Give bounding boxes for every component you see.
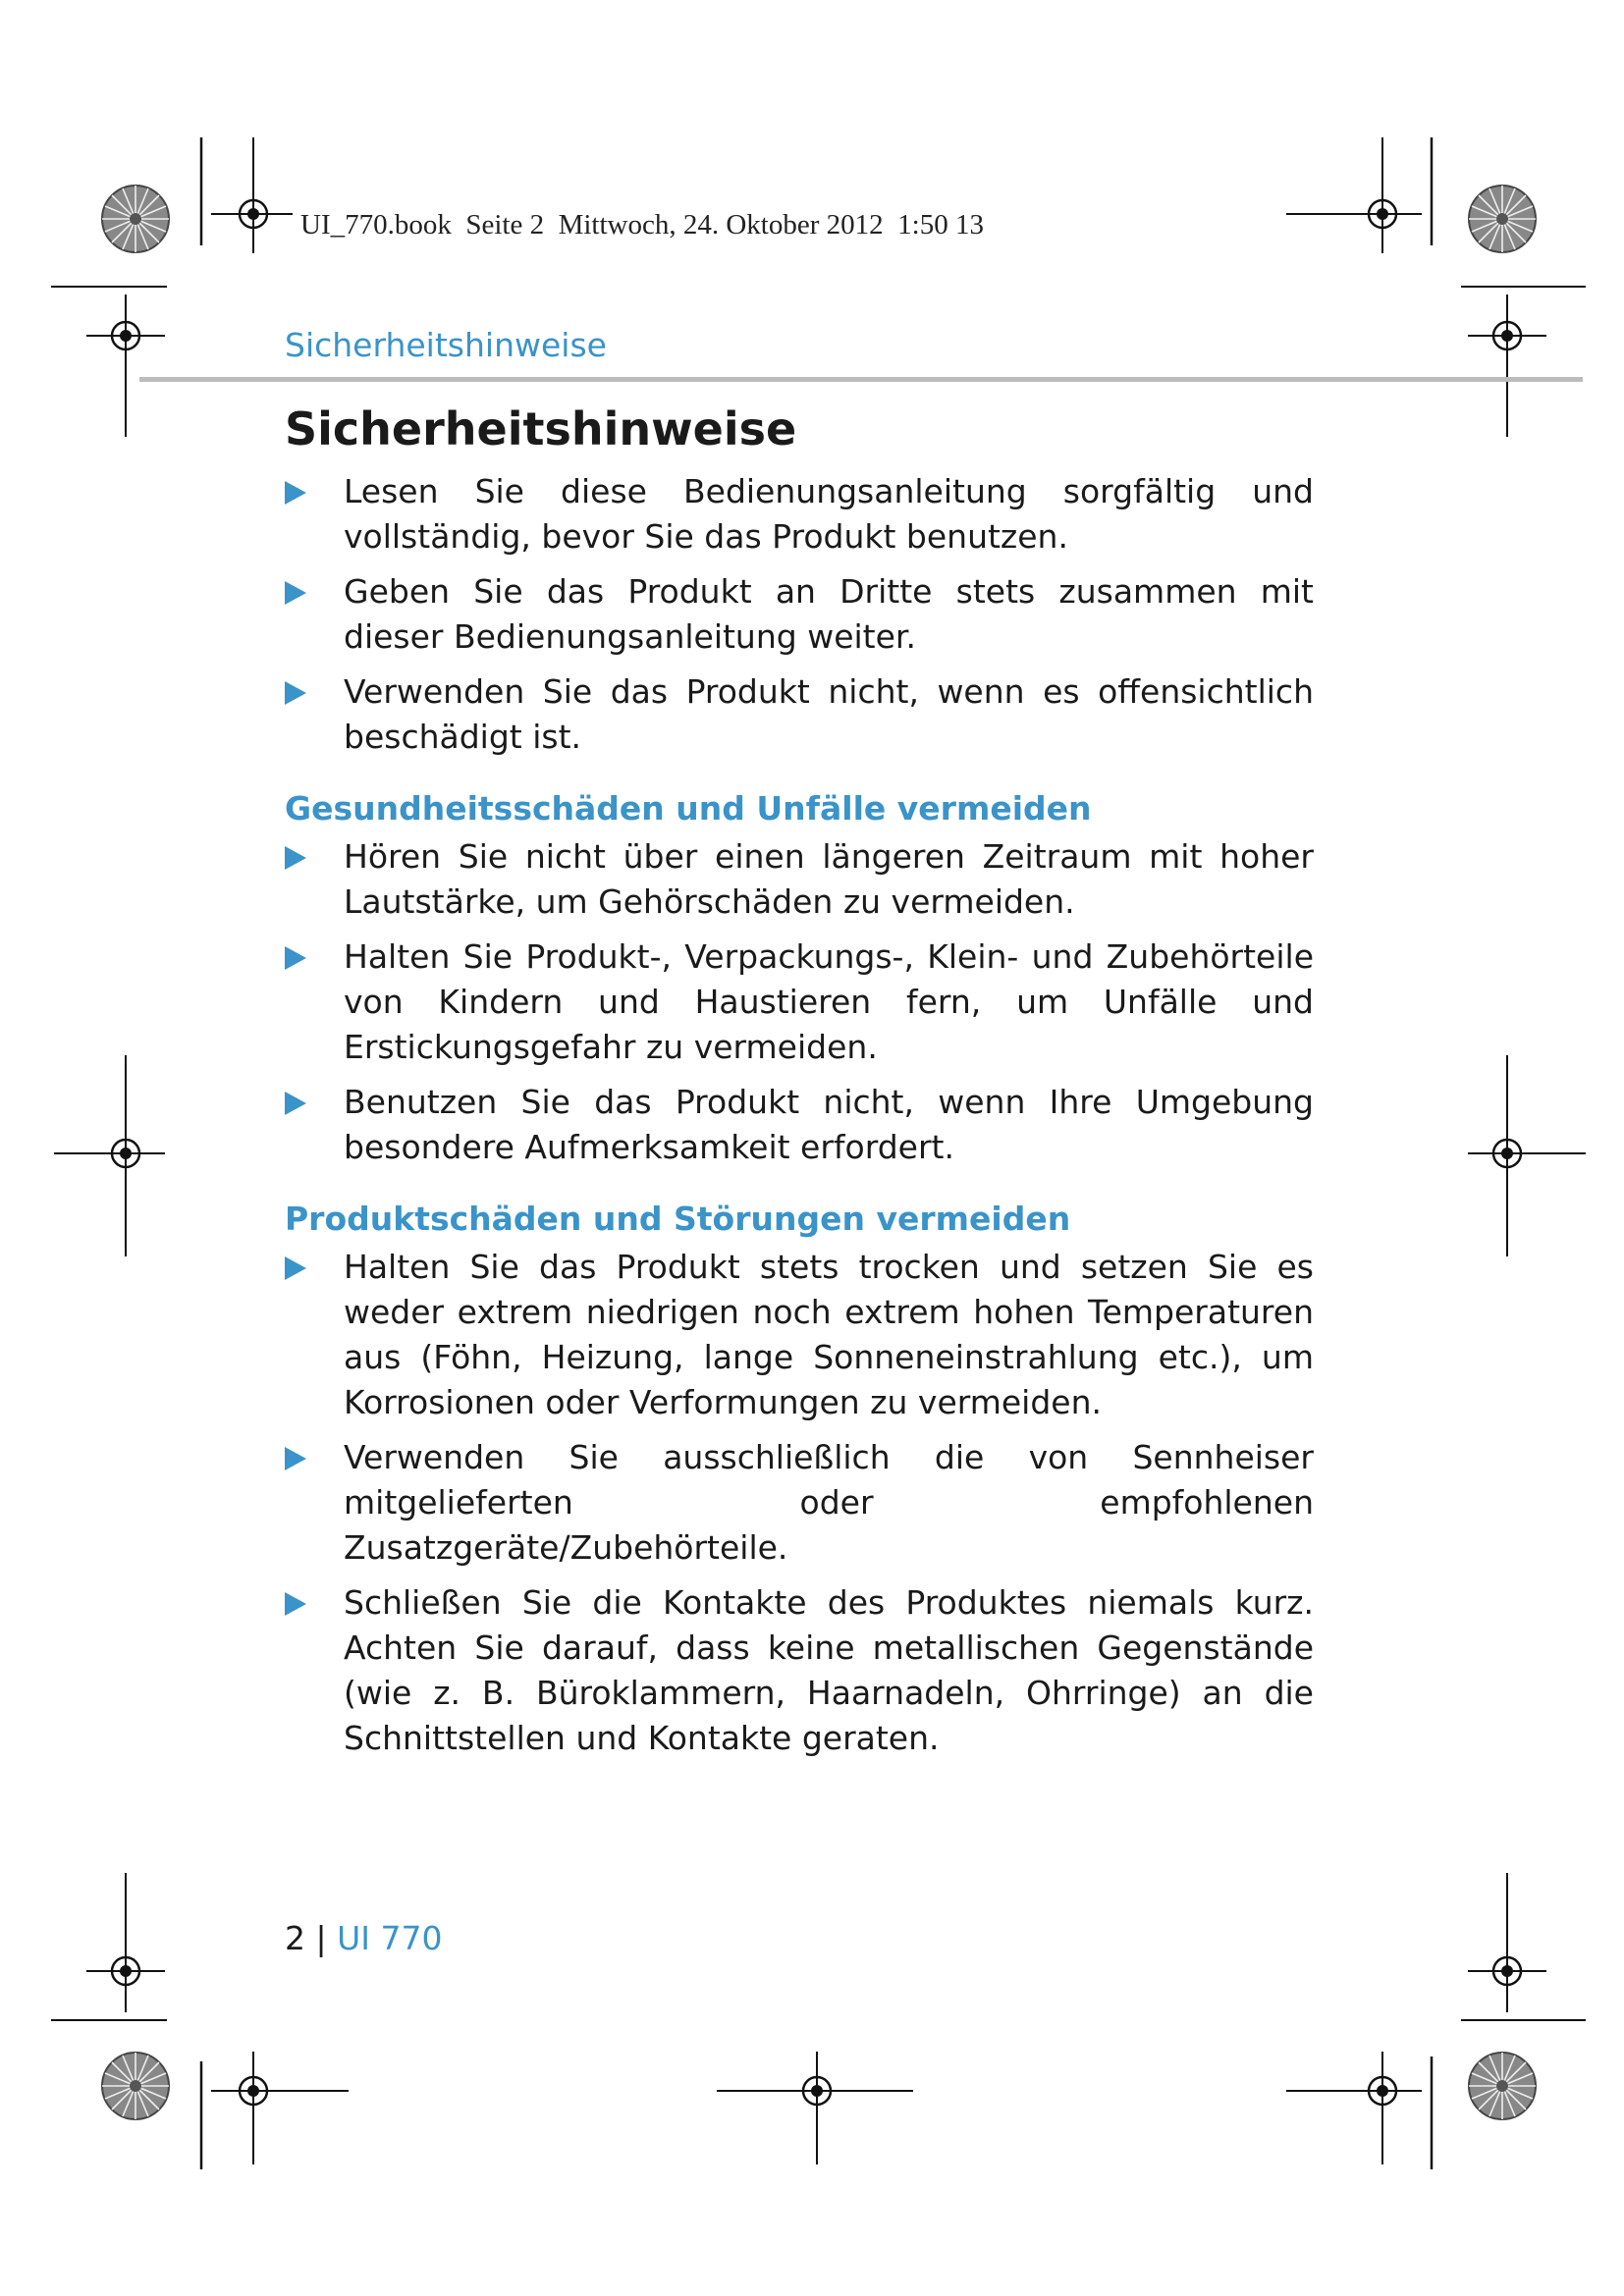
- registration-wheel-icon: [1469, 186, 1536, 252]
- list-item: [285, 1435, 1314, 1571]
- list-item: [285, 1580, 1314, 1761]
- arrow-bullet-icon: [285, 946, 306, 970]
- list-item: [285, 569, 1314, 660]
- page-title: Sicherheitshinweise: [285, 402, 797, 455]
- list-item-text: Benutzen Sie das Produkt nicht, wenn Ihre Umgebung besondere Aufmerksamkeit erfordert.: [344, 1083, 1314, 1166]
- arrow-bullet-icon: [285, 1447, 306, 1470]
- running-header: Sicherheitshinweise: [285, 326, 607, 364]
- list-item-text: Halten Sie Produkt-, Verpackungs-, Klein- und Zubehörteile von Kindern und Haustieren fern, um Unfälle und Erstickungsgefahr zu vermeiden.: [344, 937, 1314, 1066]
- registration-wheel-icon: [1469, 2053, 1536, 2119]
- main-content: [285, 469, 1314, 1771]
- list-item-text: Halten Sie das Produkt stets trocken und setzen Sie es weder extrem niedrigen noch extrem hohen Temperaturen aus (Föhn, Heizung, lange Sonneneinstrahlung etc.), um Korrosionen oder Verformungen zu vermeiden.: [344, 1248, 1314, 1421]
- arrow-bullet-icon: [285, 481, 306, 505]
- registration-wheel-icon: [102, 186, 169, 252]
- list-item-text: Verwenden Sie das Produkt nicht, wenn es offensichtlich beschädigt ist.: [344, 672, 1314, 756]
- page-footer: [285, 1919, 442, 1957]
- list-item: [285, 669, 1314, 760]
- list-item: [285, 834, 1314, 925]
- list-item-text: Schließen Sie die Kontakte des Produktes niemals kurz. Achten Sie darauf, dass keine metallischen Gegenstände (wie z. B. Büroklammern, Haarnadeln, Ohrringe) an die Schnittstellen und Kontakte geraten.: [344, 1583, 1314, 1757]
- arrow-bullet-icon: [285, 846, 306, 870]
- list-item: [285, 1080, 1314, 1170]
- list-item-text: Lesen Sie diese Bedienungsanleitung sorgfältig und vollständig, bevor Sie das Produkt benutzen.: [344, 472, 1314, 556]
- list-item-text: Geben Sie das Produkt an Dritte stets zusammen mit dieser Bedienungsanleitung weiter.: [344, 572, 1314, 656]
- section-heading: Produktschäden und Störungen vermeiden: [285, 1200, 1071, 1238]
- section-heading: Gesundheitsschäden und Unfälle vermeiden: [285, 789, 1092, 828]
- print-slug: UI_770.book Seite 2 Mittwoch, 24. Oktober 2012 1:50 13: [300, 209, 984, 240]
- list-item: [285, 934, 1314, 1070]
- footer-separator: |: [305, 1919, 338, 1957]
- arrow-bullet-icon: [285, 1256, 306, 1280]
- arrow-bullet-icon: [285, 681, 306, 705]
- arrow-bullet-icon: [285, 581, 306, 605]
- list-item: [285, 1245, 1314, 1425]
- footer-product: UI 770: [337, 1919, 443, 1957]
- list-item-text: Verwenden Sie ausschließlich die von Sennheiser mitgelieferten oder empfohlenen Zusatzgeräte/Zubehörteile.: [344, 1438, 1314, 1567]
- arrow-bullet-icon: [285, 1592, 306, 1616]
- arrow-bullet-icon: [285, 1092, 306, 1115]
- page-number: 2: [285, 1919, 305, 1957]
- registration-wheel-icon: [102, 2053, 169, 2119]
- list-item-text: Hören Sie nicht über einen längeren Zeitraum mit hoher Lautstärke, um Gehörschäden zu vermeiden.: [344, 837, 1314, 921]
- header-rule: [139, 377, 1583, 382]
- list-item: [285, 469, 1314, 560]
